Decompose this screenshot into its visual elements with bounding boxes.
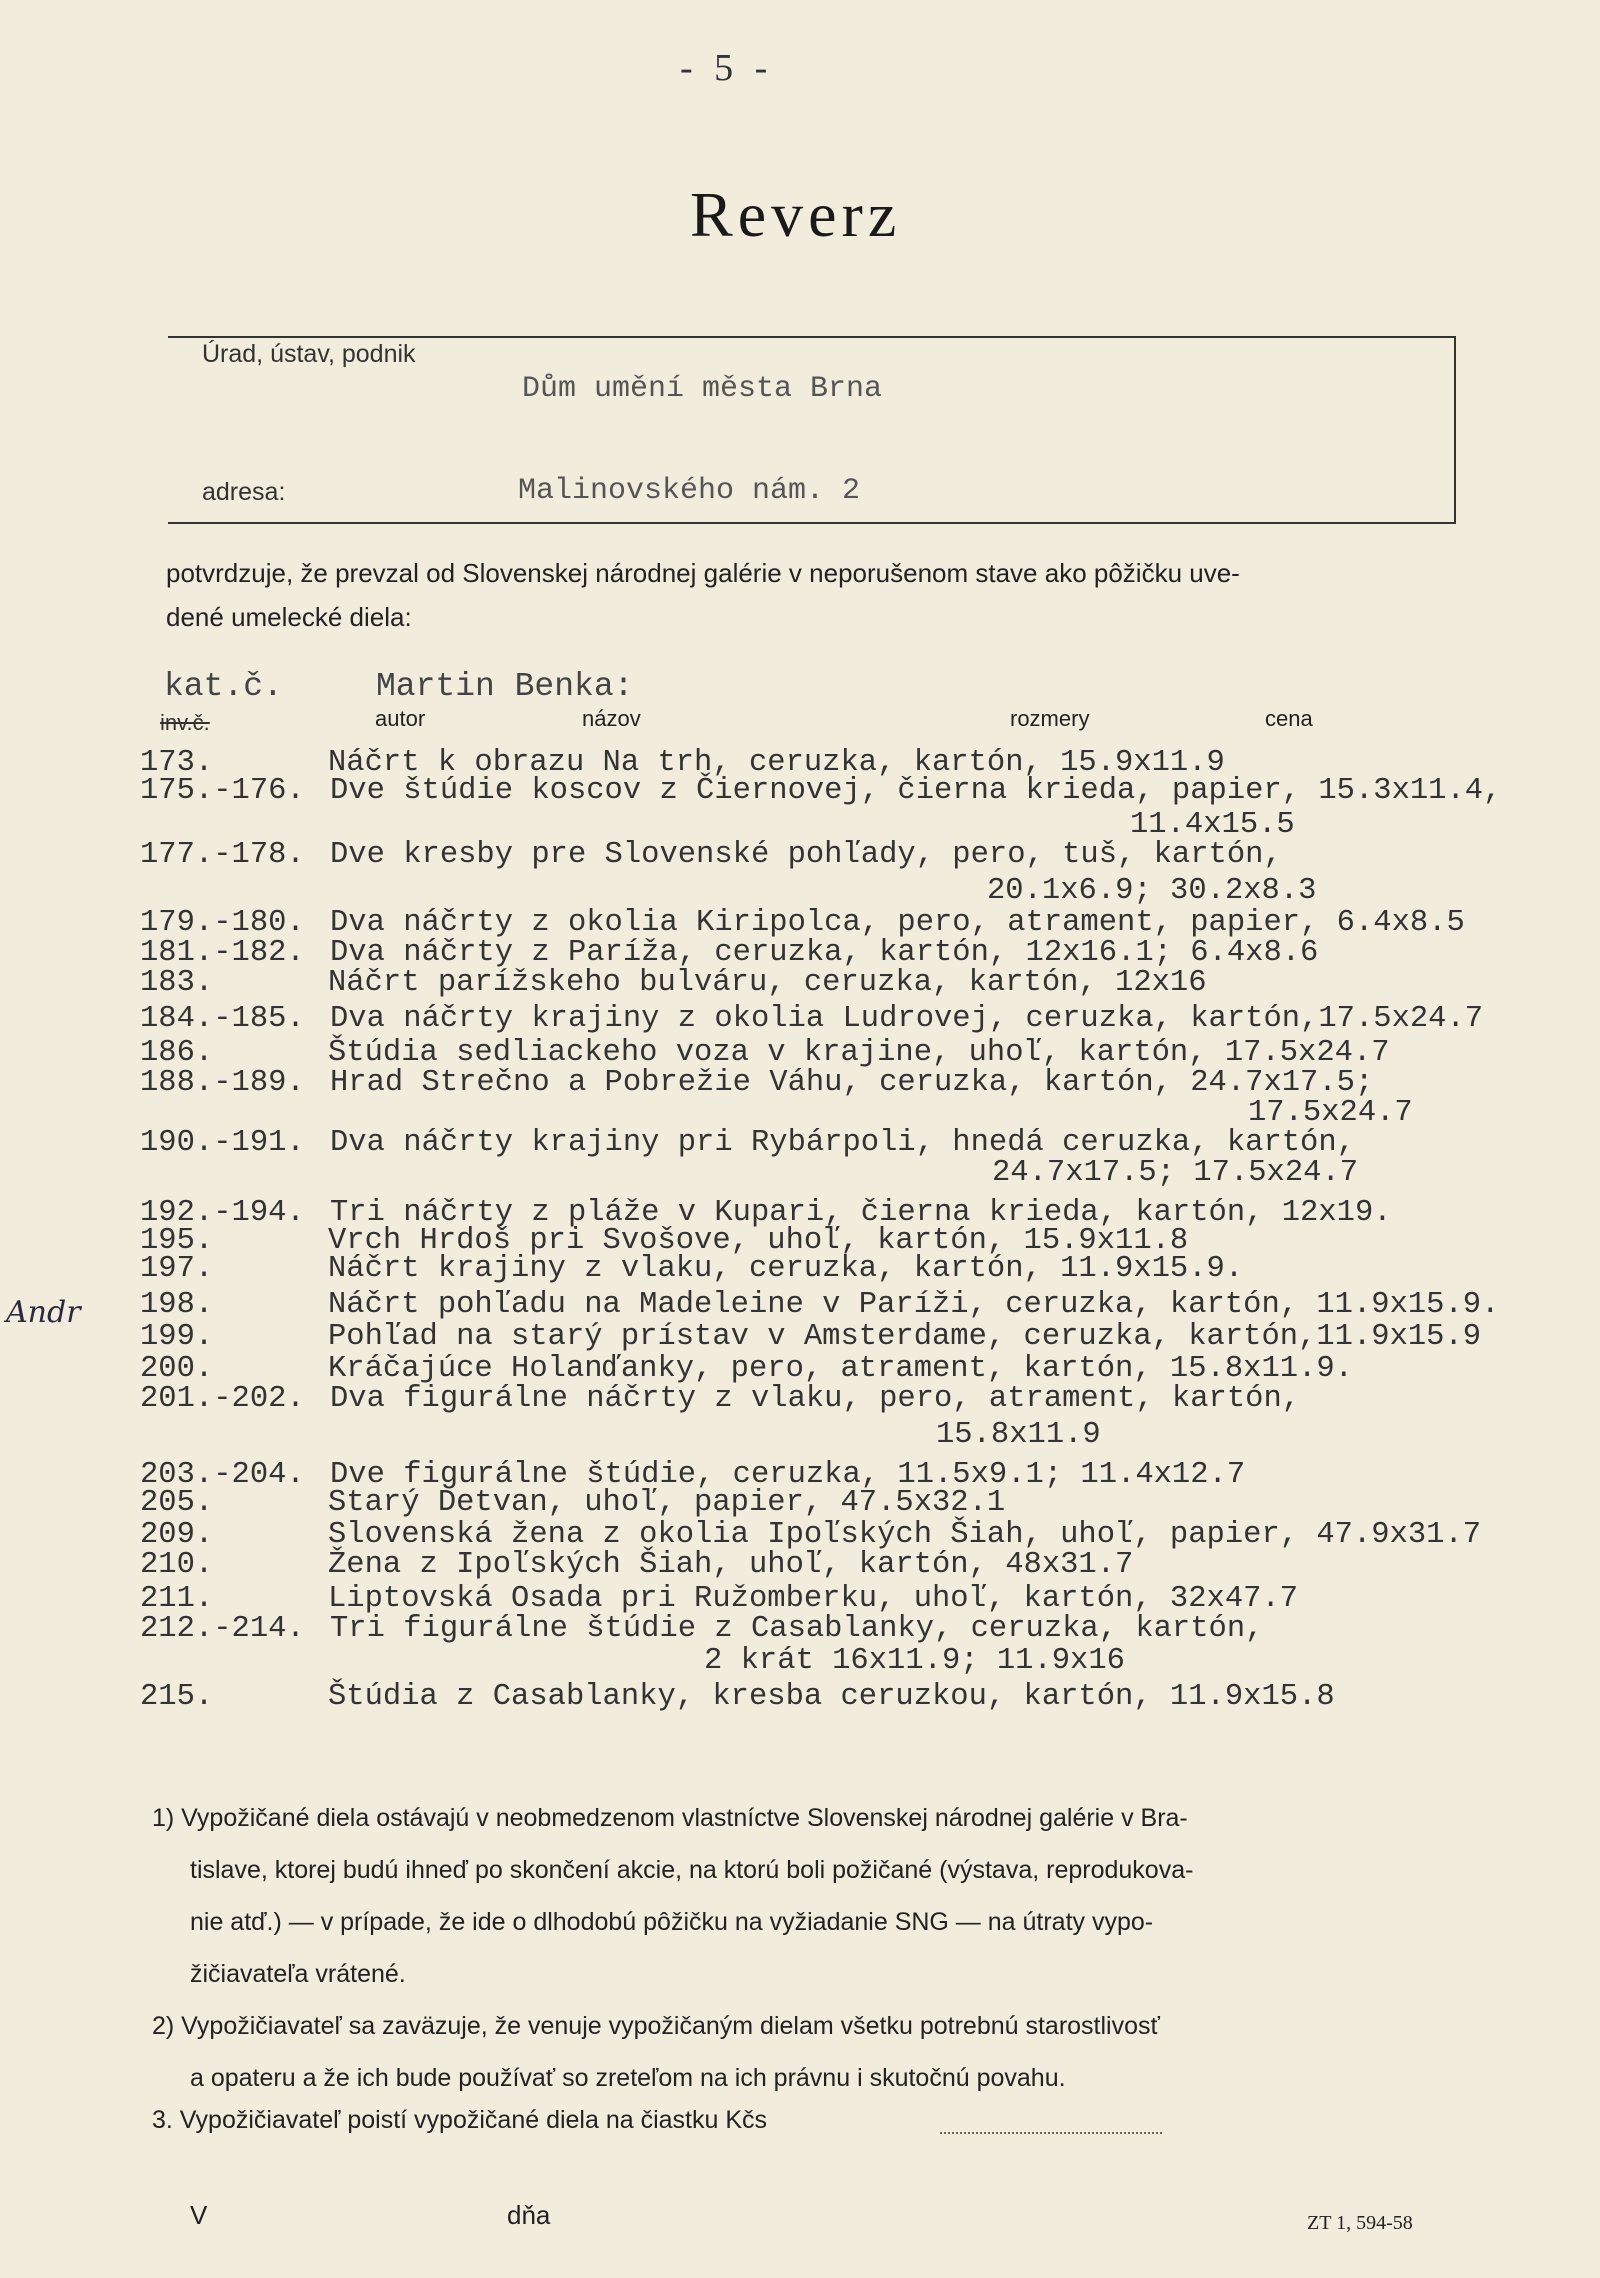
artwork-description: Dve figurálne štúdie, ceruzka, 11.5x9.1; 11.4x12.7 <box>330 1458 1246 1492</box>
artwork-description: Starý Detvan, uhoľ, papier, 47.5x32.1 <box>328 1486 1006 1520</box>
catalog-number: 201.-202. <box>140 1382 305 1416</box>
note-1-line: 1) Vypožičané diela ostávajú v neobmedzenom vlastníctve Slovenskej národnej galérie v Bra- <box>152 1804 1188 1832</box>
note-2 <box>152 2000 1160 2104</box>
catalog-number: 199. <box>140 1320 214 1354</box>
page-title: Reverz <box>690 179 902 250</box>
footer-date-label: dňa <box>507 2200 551 2230</box>
artwork-description: 15.8x11.9 <box>936 1418 1101 1452</box>
note-2-line: a opateru a že ich bude používať so zreteľom na ich právnu i skutočnú povahu. <box>190 2064 1066 2092</box>
catalog-number: 203.-204. <box>140 1458 305 1492</box>
artist-name: Martin Benka: <box>376 668 634 705</box>
inventory-number-label: inv.č. <box>160 710 210 735</box>
catalog-number: 179.-180. <box>140 906 305 940</box>
note-1-line: nie atď.) — v prípade, že ide o dlhodobú pôžičku na vyžiadanie SNG — na útraty vypo- <box>190 1908 1154 1936</box>
artwork-description: Štúdia sedliackeho voza v krajine, uhoľ, kartón, 17.5x24.7 <box>328 1036 1390 1070</box>
catalog-number: 205. <box>140 1486 214 1520</box>
artwork-description: Dva náčrty z Paríža, ceruzka, kartón, 12x16.1; 6.4x8.6 <box>330 936 1319 970</box>
artwork-description: Hrad Strečno a Pobrežie Váhu, ceruzka, kartón, 24.7x17.5; <box>330 1066 1374 1100</box>
artwork-description: Dve kresby pre Slovenské pohľady, pero, tuš, kartón, <box>330 838 1282 872</box>
catalog-number: 186. <box>140 1036 214 1070</box>
artwork-description: Tri náčrty z pláže v Kupari, čierna krieda, kartón, 12x19. <box>330 1196 1392 1230</box>
catalog-number: 177.-178. <box>140 838 305 872</box>
artwork-description: Náčrt pohľadu na Madeleine v Paríži, ceruzka, kartón, 11.9x15.9. <box>328 1288 1500 1322</box>
catalog-number: 215. <box>140 1680 214 1714</box>
note-1 <box>152 1792 1193 2000</box>
artwork-description: Liptovská Osada pri Ružomberku, uhoľ, kartón, 32x47.7 <box>328 1582 1299 1616</box>
column-price: cena <box>1265 706 1313 731</box>
catalog-number-label: kat.č. <box>164 668 283 705</box>
page-number: - 5 - <box>680 47 774 89</box>
artwork-description: 2 krát 16x11.9; 11.9x16 <box>704 1644 1125 1678</box>
catalog-number: 181.-182. <box>140 936 305 970</box>
artwork-description: Dva figurálne náčrty z vlaku, pero, atrament, kartón, <box>330 1382 1301 1416</box>
form-code: ZT 1, 594-58 <box>1307 2212 1413 2234</box>
artwork-description: Dva náčrty z okolia Kiripolca, pero, atrament, papier, 6.4x8.5 <box>330 906 1465 940</box>
artwork-description: Náčrt k obrazu Na trh, ceruzka, kartón, 15.9x11.9 <box>328 746 1225 780</box>
note-2-line: 2) Vypožičiavateľ sa zaväzuje, že venuje vypožičaným dielam všetku potrebnú starostlivosť <box>152 2012 1160 2040</box>
footer-place-label: V <box>190 2200 208 2230</box>
catalog-number: 209. <box>140 1518 214 1552</box>
artwork-description: Štúdia z Casablanky, kresba ceruzkou, kartón, 11.9x15.8 <box>328 1680 1335 1714</box>
artwork-description: Pohľad na starý prístav v Amsterdame, ceruzka, kartón,11.9x15.9 <box>328 1320 1482 1354</box>
artwork-description: Dva náčrty krajiny pri Rybárpoli, hnedá ceruzka, kartón, <box>330 1126 1355 1160</box>
artwork-description: Dva náčrty krajiny z okolia Ludrovej, ceruzka, kartón,17.5x24.7 <box>330 1002 1484 1036</box>
artwork-description: 11.4x15.5 <box>1130 808 1295 842</box>
catalog-number: 195. <box>140 1224 214 1258</box>
organization-label: Úrad, ústav, podnik <box>202 340 416 368</box>
artwork-description: Náčrt parížskeho bulváru, ceruzka, kartón, 12x16 <box>328 966 1207 1000</box>
catalog-number: 212.-214. <box>140 1612 305 1646</box>
note-1-line: tislave, ktorej budú ihneď po skončení akcie, na ktorú boli požičané (výstava, reprodukova- <box>190 1856 1194 1884</box>
catalog-number: 198. <box>140 1288 214 1322</box>
catalog-number: 190.-191. <box>140 1126 305 1160</box>
artwork-description: Slovenská žena z okolia Ipoľských Šiah, uhoľ, papier, 47.9x31.7 <box>328 1518 1482 1552</box>
artwork-description: 20.1x6.9; 30.2x8.3 <box>987 874 1317 908</box>
catalog-number: 197. <box>140 1252 214 1286</box>
artwork-description: Žena z Ipoľských Šiah, uhoľ, kartón, 48x31.7 <box>328 1548 1134 1582</box>
organization-value: Dům umění města Brna <box>522 372 883 406</box>
catalog-number: 200. <box>140 1352 214 1386</box>
note-3 <box>152 2094 767 2146</box>
artwork-description: 24.7x17.5; 17.5x24.7 <box>992 1156 1359 1190</box>
catalog-number: 173. <box>140 746 214 780</box>
artwork-description: Vrch Hrdoš pri Svošove, uhoľ, kartón, 15.9x11.8 <box>328 1224 1189 1258</box>
insurance-amount-line <box>940 2132 1162 2134</box>
artwork-description: Tri figurálne štúdie z Casablanky, ceruzka, kartón, <box>330 1612 1264 1646</box>
artwork-description: 17.5x24.7 <box>1248 1096 1413 1130</box>
catalog-number: 175.-176. <box>140 774 305 808</box>
intro-line-2: dené umelecké diela: <box>166 602 412 632</box>
handwritten-note <box>4 1288 114 1332</box>
intro-line-1: potvrdzuje, že prevzal od Slovenskej národnej galérie v neporušenom stave ako pôžičku uve- <box>166 558 1240 588</box>
catalog-number: 192.-194. <box>140 1196 305 1230</box>
note-3-text: 3. Vypožičiavateľ poistí vypožičané diela na čiastku Kčs <box>152 2106 768 2134</box>
svg-text:Andr: Andr <box>6 1295 81 1330</box>
column-author: autor <box>375 706 426 731</box>
catalog-number: 210. <box>140 1548 214 1582</box>
column-dimensions: rozmery <box>1010 706 1090 731</box>
catalog-number: 184.-185. <box>140 1002 305 1036</box>
address-label: adresa: <box>202 478 286 506</box>
column-title: názov <box>582 706 641 731</box>
catalog-number: 211. <box>140 1582 214 1616</box>
catalog-number: 183. <box>140 966 214 1000</box>
artwork-description: Náčrt krajiny z vlaku, ceruzka, kartón, 11.9x15.9. <box>328 1252 1244 1286</box>
address-value: Malinovského nám. 2 <box>518 474 861 508</box>
note-1-line: žičiavateľa vrátené. <box>190 1960 406 1988</box>
catalog-number: 188.-189. <box>140 1066 305 1100</box>
artwork-description: Dve štúdie koscov z Čiernovej, čierna krieda, papier, 15.3x11.4, <box>330 774 1502 808</box>
artwork-description: Kráčajúce Holanďanky, pero, atrament, kartón, 15.8x11.9. <box>328 1352 1353 1386</box>
